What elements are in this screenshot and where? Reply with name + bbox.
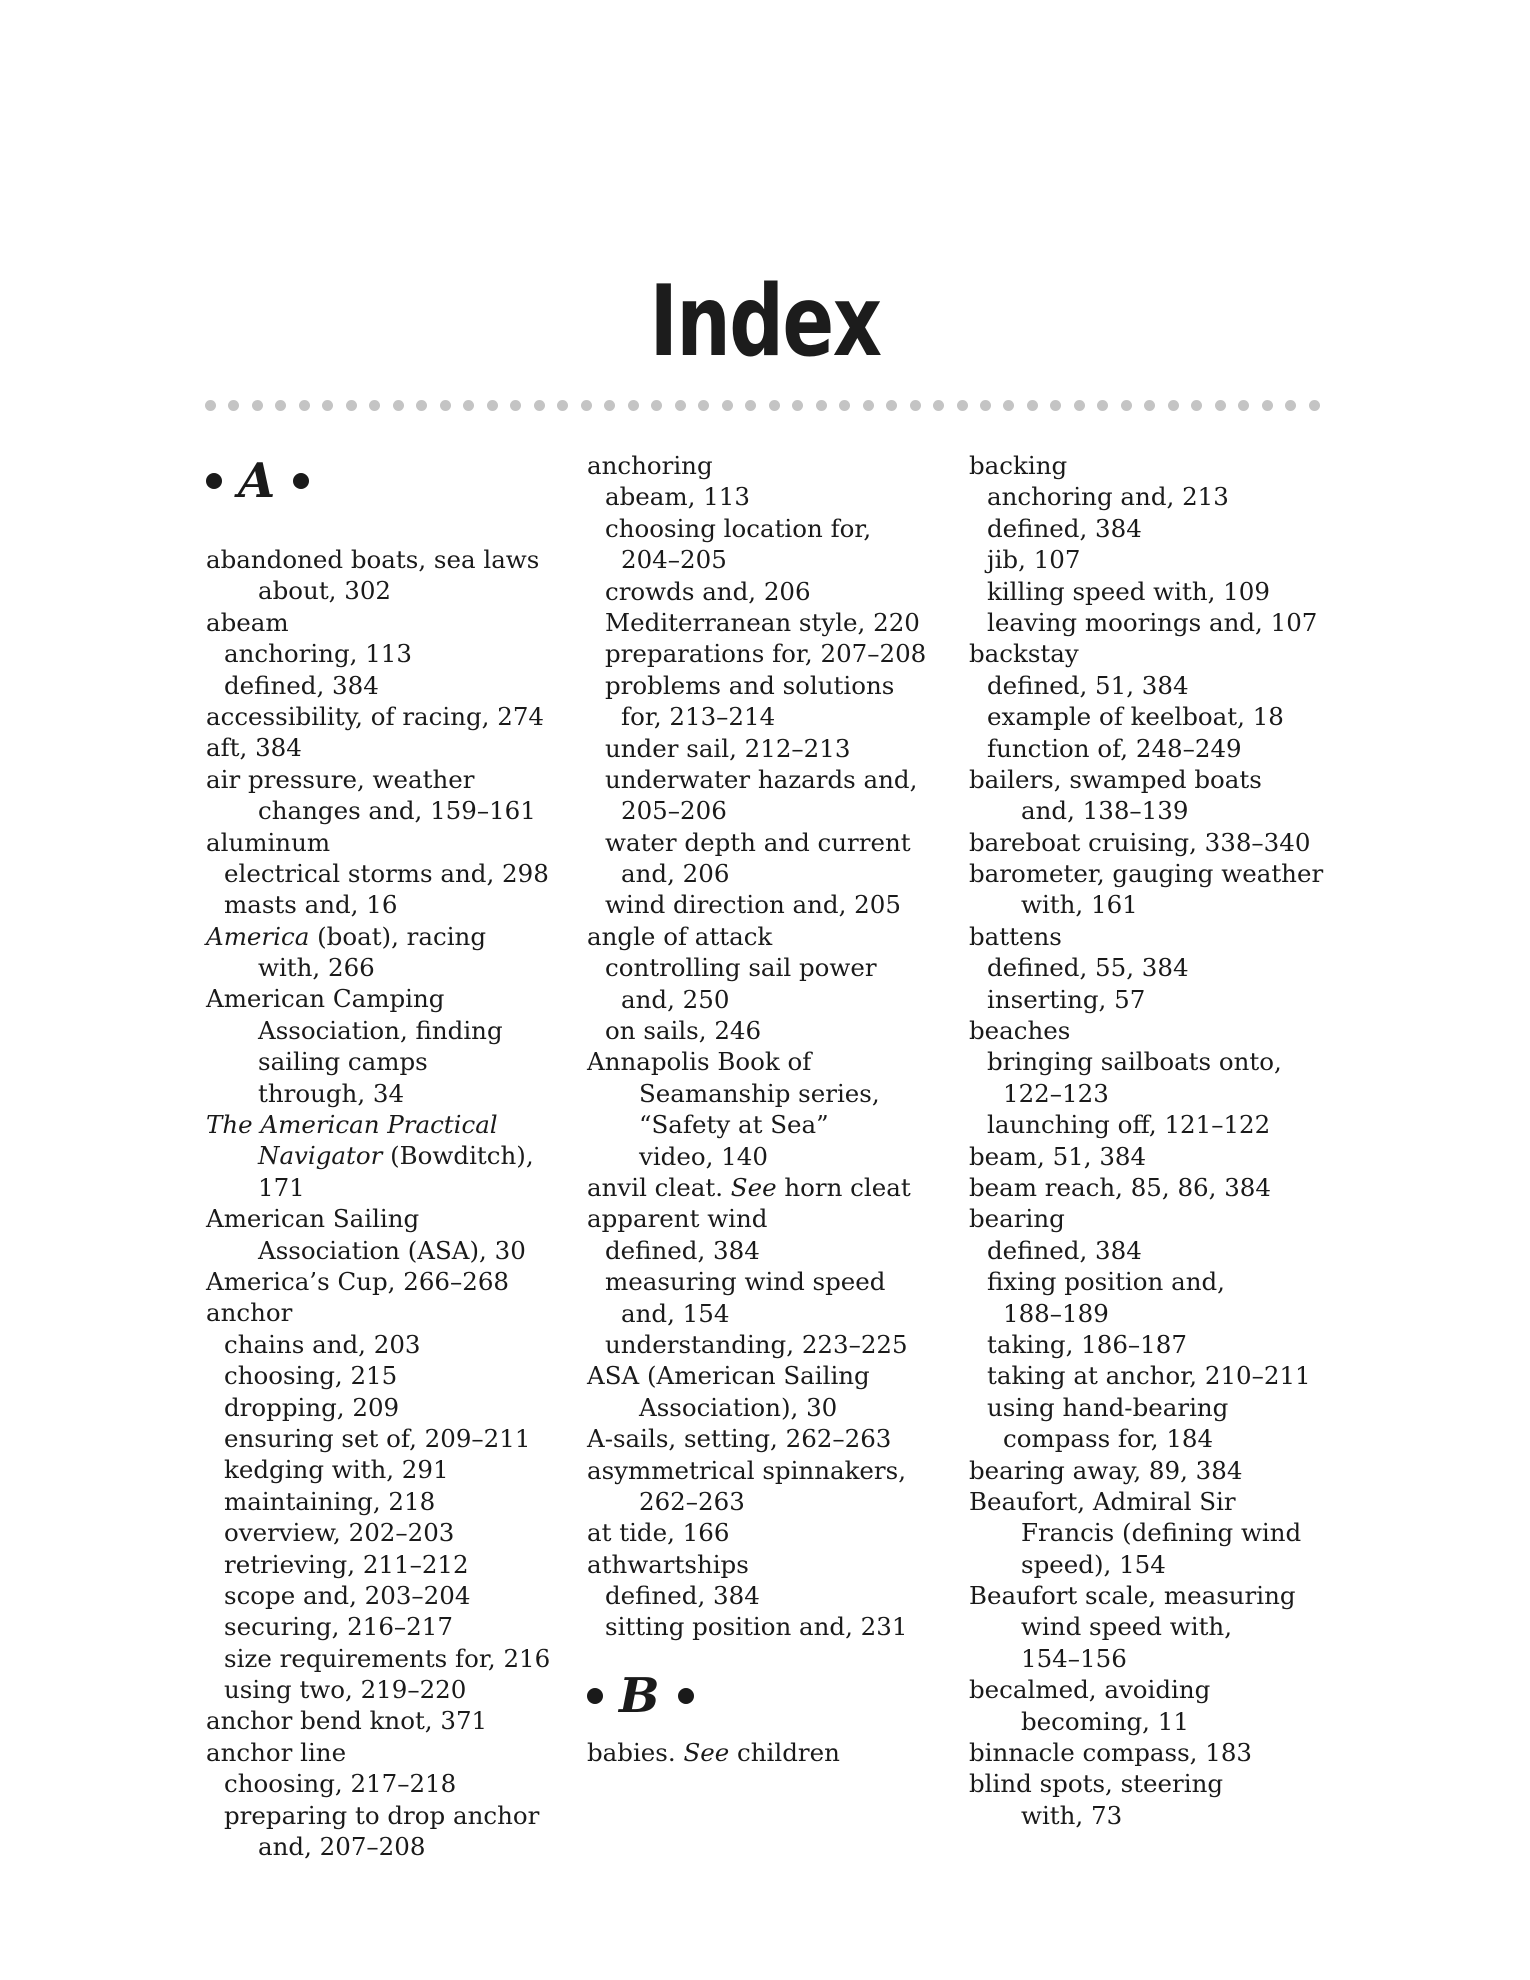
rule-dot [393,400,404,411]
index-entry: barometer, gauging weather [969,859,1324,889]
rule-dot [628,400,639,411]
index-subentry: choosing location for, [605,513,872,543]
index-entry: asymmetrical spinnakers, [587,1455,907,1485]
rule-dot [1144,400,1155,411]
index-entry: anchor line [206,1737,347,1767]
index-subentry: defined, 384 [987,1235,1142,1265]
index-entry: beaches [969,1016,1071,1046]
entry-text: (Bowditch), [382,1141,534,1171]
index-subentry: defined, 51, 384 [987,670,1189,700]
rule-dot [1191,400,1202,411]
index-subentry: killing speed with, 109 [987,576,1270,606]
index-entry [587,1172,967,1203]
index-continuation: 188–189 [1003,1298,1109,1328]
rule-dot [651,400,662,411]
rule-dot [487,400,498,411]
section-heading [206,450,566,512]
index-entry: abeam [206,607,289,637]
rule-dot [1097,400,1108,411]
rule-dot [745,400,756,411]
index-continuation: and, 154 [621,1298,730,1328]
rule-dot [416,400,427,411]
rule-dot [581,400,592,411]
index-continuation: with, 266 [258,953,375,983]
index-continuation: Association (ASA), 30 [258,1235,526,1265]
index-subentry: defined, 384 [224,670,379,700]
index-subentry: Mediterranean style, 220 [605,607,920,637]
italic-text: The American Practical [206,1110,498,1140]
index-entry: binnacle compass, 183 [969,1738,1253,1768]
rule-dot [1215,400,1226,411]
index-entry: bareboat cruising, 338–340 [969,827,1311,857]
section-letter: B [619,1667,660,1724]
index-subentry: using hand-bearing [987,1392,1229,1422]
index-subentry: measuring wind speed [605,1267,886,1297]
rule-dot [839,400,850,411]
rule-dot [510,400,521,411]
index-subentry: jib, 107 [987,545,1081,575]
index-subentry: preparing to drop anchor [224,1800,540,1830]
index-entry: aft, 384 [206,733,302,763]
index-continuation: and, 250 [621,984,730,1014]
section-letter: A [238,453,276,509]
italic-text: Navigator [258,1141,383,1171]
index-entry: apparent wind [587,1204,768,1234]
index-entry: battens [969,921,1062,951]
rule-dot [1309,400,1320,411]
index-continuation: Seamanship series, [639,1078,880,1108]
index-continuation: becoming, 11 [1021,1706,1189,1736]
index-entry: beam reach, 85, 86, 384 [969,1172,1271,1202]
bullet-icon [293,473,309,489]
index-continuation: compass for, 184 [1003,1424,1214,1454]
index-continuation: with, 73 [1021,1800,1123,1830]
index-entry: abandoned boats, sea laws [206,545,540,574]
rule-dot [228,400,239,411]
index-subentry: controlling sail power [605,953,877,983]
rule-dot [275,400,286,411]
rule-dot [205,400,216,411]
index-continuation: for, 213–214 [621,702,776,732]
index-subentry: inserting, 57 [987,984,1146,1014]
index-continuation: Francis (defining wind [1021,1518,1302,1548]
rule-dot [1050,400,1061,411]
index-entry: accessibility, of racing, 274 [206,701,545,731]
index-subentry: defined, 384 [605,1235,760,1265]
index-subentry: chains and, 203 [224,1329,421,1359]
index-subentry: choosing, 215 [224,1361,398,1391]
index-subentry: overview, 202–203 [224,1518,455,1548]
entry-text: horn cleat [776,1172,911,1202]
rule-dot [252,400,263,411]
index-entry [206,1109,566,1140]
index-column-1 [206,450,566,1862]
rule-dot [863,400,874,411]
index-continuation: about, 302 [258,576,392,606]
index-continuation: 122–123 [1003,1078,1109,1108]
index-subentry: under sail, 212–213 [605,733,851,763]
rule-dot [816,400,827,411]
index-subentry: scope and, 203–204 [224,1580,471,1610]
index-continuation: 205–206 [621,796,727,826]
index-entry: Beaufort, Admiral Sir [969,1486,1236,1516]
rule-dot [886,400,897,411]
index-subentry: defined, 384 [987,513,1142,543]
index-subentry: fixing position and, [987,1267,1225,1297]
index-continuation: sailing camps [258,1047,428,1077]
index-subentry: dropping, 209 [224,1392,400,1422]
index-subentry: launching off, 121–122 [987,1110,1271,1140]
rule-dot [557,400,568,411]
rule-dot [675,400,686,411]
index-subentry: choosing, 217–218 [224,1769,457,1799]
index-entry: Annapolis Book of [587,1047,812,1077]
index-entry: beam, 51, 384 [969,1141,1147,1171]
entry-text: anvil cleat. [587,1172,731,1202]
index-subentry: understanding, 223–225 [605,1329,908,1359]
index-entry: air pressure, weather [206,764,475,794]
index-subentry: crowds and, 206 [605,576,811,606]
index-subentry: kedging with, 291 [224,1455,449,1485]
index-subentry: taking, 186–187 [987,1329,1187,1359]
index-continuation [206,1140,566,1171]
italic-text: See [730,1172,777,1202]
index-entry [587,1737,967,1768]
page-title: Index [649,265,881,379]
dotted-rule [205,400,1320,414]
index-entry: athwartships [587,1549,749,1579]
index-subentry: ensuring set of, 209–211 [224,1423,531,1453]
index-subentry: problems and solutions [605,670,895,700]
bullet-icon [206,473,222,489]
index-entry: Beaufort scale, measuring [969,1581,1296,1611]
rule-dot [1238,400,1249,411]
index-subentry: bringing sailboats onto, [987,1047,1282,1077]
index-entry: A-sails, setting, 262–263 [587,1424,892,1454]
index-column-3 [969,450,1329,1831]
index-subentry: masts and, 16 [224,890,398,920]
index-entry: bearing [969,1204,1065,1234]
rule-dot [1121,400,1132,411]
index-entry: American Sailing [206,1204,420,1234]
rule-dot [299,400,310,411]
index-continuation: Association), 30 [639,1392,838,1422]
index-subentry: abeam, 113 [605,482,750,512]
italic-text: See [683,1737,730,1767]
rule-dot [1285,400,1296,411]
rule-dot [534,400,545,411]
rule-dot [1074,400,1085,411]
index-subentry: anchoring, 113 [224,639,412,669]
index-continuation: through, 34 [258,1078,405,1108]
index-continuation: and, 138–139 [1021,796,1189,826]
index-entry: American Camping [206,984,445,1014]
bullet-icon [678,1688,694,1704]
index-entry: anchor bend knot, 371 [206,1706,488,1736]
rule-dot [722,400,733,411]
rule-dot [1168,400,1179,411]
index-subentry: using two, 219–220 [224,1675,467,1705]
index-entry: backstay [969,639,1079,669]
index-subentry: electrical storms and, 298 [224,858,549,888]
rule-dot [322,400,333,411]
rule-dot [933,400,944,411]
index-subentry: sitting position and, 231 [605,1612,908,1642]
entry-text: babies. [587,1737,684,1767]
index-subentry: water depth and current [605,827,911,857]
index-continuation: 262–263 [639,1486,745,1516]
index-subentry: retrieving, 211–212 [224,1549,469,1579]
index-entry: becalmed, avoiding [969,1675,1211,1705]
index-subentry: function of, 248–249 [987,733,1242,763]
index-continuation: with, 161 [1021,890,1138,920]
italic-text: America [206,921,310,951]
index-entry: at tide, 166 [587,1518,730,1548]
rule-dot [769,400,780,411]
rule-dot [957,400,968,411]
index-entry: blind spots, steering [969,1769,1224,1799]
rule-dot [980,400,991,411]
index-subentry: leaving moorings and, 107 [987,607,1318,637]
index-continuation: Association, finding [258,1015,503,1045]
index-entry: anchor [206,1298,293,1328]
index-subentry: example of keelboat, 18 [987,702,1284,732]
index-subentry: wind direction and, 205 [605,890,901,920]
index-subentry: defined, 384 [605,1581,760,1611]
index-subentry: defined, 55, 384 [987,953,1189,983]
rule-dot [604,400,615,411]
section-heading [587,1665,967,1727]
rule-dot [346,400,357,411]
entry-text: children [729,1737,840,1767]
index-continuation: and, 207–208 [258,1832,426,1862]
index-subentry: anchoring and, 213 [987,482,1229,512]
entry-text: (boat), racing [309,921,487,951]
index-continuation: video, 140 [639,1141,768,1171]
index-subentry: size requirements for, 216 [224,1643,551,1673]
index-entry [206,921,566,952]
index-subentry: taking at anchor, 210–211 [987,1361,1311,1391]
rule-dot [1262,400,1273,411]
index-entry: bearing away, 89, 384 [969,1455,1243,1485]
index-entry: anchoring [587,451,713,480]
index-continuation: “Safety at Sea” [639,1110,829,1140]
index-subentry: securing, 216–217 [224,1612,453,1642]
rule-dot [910,400,921,411]
index-subentry: underwater hazards and, [605,764,918,794]
rule-dot [463,400,474,411]
section-gap [206,522,566,544]
index-entry: bailers, swamped boats [969,764,1262,794]
index-continuation: 171 [258,1172,305,1202]
index-subentry: on sails, 246 [605,1016,762,1046]
index-continuation: speed), 154 [1021,1549,1166,1579]
index-continuation: and, 206 [621,859,730,889]
rule-dot [369,400,380,411]
index-entry: ASA (American Sailing [587,1361,870,1391]
section-gap [587,1643,967,1665]
index-entry: angle of attack [587,921,773,951]
index-continuation: 204–205 [621,545,727,575]
rule-dot [1027,400,1038,411]
index-column-2 [587,450,967,1768]
index-subentry: preparations for, 207–208 [605,639,927,669]
index-continuation: wind speed with, [1021,1612,1233,1642]
rule-dot [440,400,451,411]
rule-dot [1003,400,1014,411]
rule-dot [792,400,803,411]
index-entry: aluminum [206,827,331,857]
index-subentry: maintaining, 218 [224,1486,436,1516]
rule-dot [698,400,709,411]
bullet-icon [587,1688,603,1704]
index-continuation: 154–156 [1021,1643,1127,1673]
index-continuation: changes and, 159–161 [258,796,536,826]
index-entry: backing [969,451,1068,480]
index-entry: America’s Cup, 266–268 [206,1266,510,1296]
